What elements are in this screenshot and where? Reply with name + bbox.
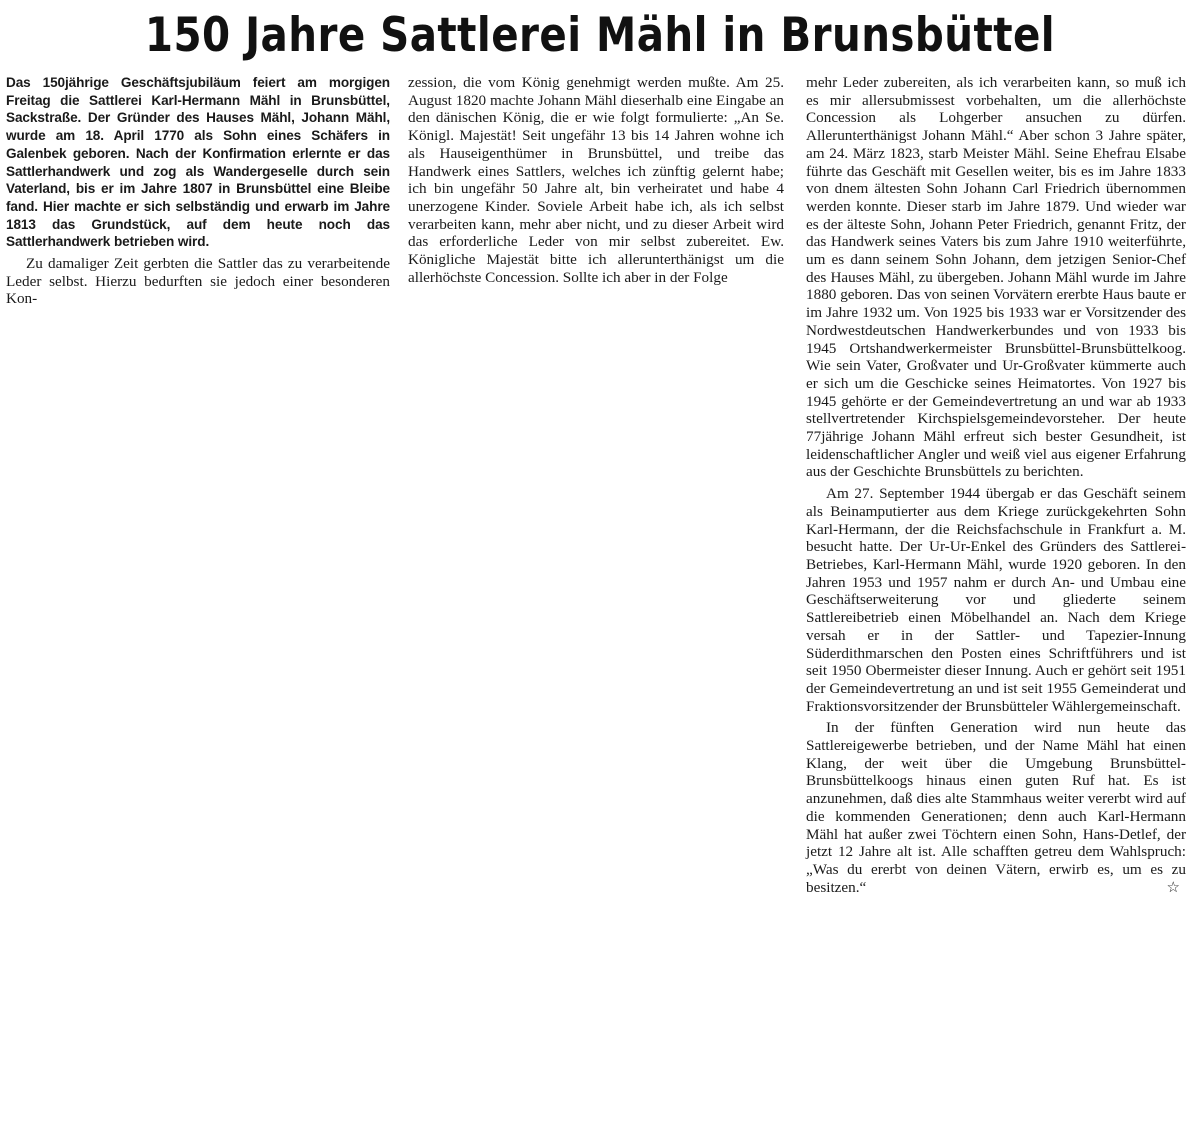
column-2 (408, 74, 784, 286)
paragraph-3-text: In der fünften Generation wird nun heute das Sattlereigewerbe betrieben, und der Name Mähl hat einen Klang, der weit über die Umgebung Brunsbüttel-Brunsbüttelkoogs hinaus einen guten Ruf hat. Es ist anzunehmen, daß dies alte Stammhaus weiter vererbt wird auf die kommenden Generationen; denn auch Karl-Hermann Mähl hat außer zwei Töchtern einen Sohn, Hans-Detlef, der jetzt 12 Jahre alt ist. Alle schafften getreu dem Wahlspruch: „Was du ererbt von deinen Vätern, erwirb es, um es zu besitzen.“ (806, 719, 1186, 896)
column-1 (6, 74, 390, 308)
paragraph-1-continued: zession, die vom König genehmigt werden mußte. Am 25. August 1820 machte Johann Mähl dieserhalb eine Eingabe an den dänischen König, die er wie folgt formulierte: „An Se. Königl. Majestät! Seit ungefähr 13 bis 14 Jahren wohne ich als Hauseigenthümer in Brunsbüttel, und treibe das Handwerk eines Sattlers, welches ich zünftig gelernt habe; ich bin ungefähr 50 Jahre alt, bin verheiratet und habe 4 unerzogene Kinder. Soviele Arbeit habe ich, als ich selbst verarbeiten kann, mehr aber nicht, und zu dieser Arbeit wird das erforderliche Leder von mir selbst zubereitet. Ew. Königliche Majestät bitte ich allerunterthänigst um die allerhöchste Concession. Sollte ich aber in der Folge (408, 74, 784, 286)
paragraph-1-end: mehr Leder zubereiten, als ich verarbeiten kann, so muß ich es mir allersubmissest vorbehalten, um die allerhöchste Concession als Lohgerber ansuchen zu dürfen. Allerunterthänigst Johann Mähl.“ Aber schon 3 Jahre später, am 24. März 1823, starb Meister Mähl. Seine Ehefrau Elsabe führte das Geschäft mit Gesellen weiter, bis es im Jahre 1833 von dnem ältesten Sohn Johann Carl Friedrich übernommen werden konnte. Dieser starb im Jahre 1879. Und wieder war es der älteste Sohn, Johann Peter Friedrich, genannt Fritz, der das Handwerk seines Vaters bis zum Jahre 1910 weiterführte, um es dann seinem Sohn Johann, dem jetzigen Senior-Chef des Hauses Mähl, zu übergeben. Johann Mähl wurde im Jahre 1880 geboren. Das von seinen Vorvätern ererbte Haus baute er im Jahre 1932 um. Von 1925 bis 1933 war er Vorsitzender des Nordwestdeutschen Handwerkerbundes und von 1933 bis 1945 Ortshandwerkermeister Brunsbüttel-Brunsbüttelkoog. Wie sein Vater, Großvater und Ur-Großvater kümmerte auch er sich um die Geschicke seines Heimatortes. Von 1927 bis 1945 gehörte er der Gemeindevertretung an und war ab 1933 stellvertretender Kirchspielsgemeindevorsteher. Der heute 77jährige Johann Mähl erfreut sich bester Gesundheit, ist leidenschaftlicher Angler und weiß viel aus eigener Erfahrung aus der Geschichte Brunsbüttels zu berichten. (806, 74, 1186, 481)
lead-paragraph: Das 150jährige Geschäftsjubiläum feiert am morgigen Freitag die Sattlerei Karl-Hermann Mähl in Brunsbüttel, Sackstraße. Der Gründer des Hauses Mähl, Johann Mähl, wurde am 18. April 1770 als Sohn eines Schäfers in Galenbek geboren. Nach der Konfirmation erlernte er das Sattlerhandwerk und zog als Wandergeselle durch sein Vaterland, bis er im Jahre 1807 in Brunsbüttel eine Bleibe fand. Hier machte er sich selbständig und erwarb im Jahre 1813 das Grundstück, auf dem heute noch das Sattlerhandwerk betrieben wird. (6, 75, 390, 250)
headline: 150 Jahre Sattlerei Mähl in Brunsbüttel (144, 8, 1056, 63)
paragraph-3 (806, 719, 1186, 896)
paragraph-2: Am 27. September 1944 übergab er das Geschäft seinem als Beinamputierter aus dem Kriege zurückgekehrten Sohn Karl-Hermann, der die Reichsfachschule in Frankfurt a. M. besucht hatte. Der Ur-Ur-Enkel des Gründers des Sattlerei-Betriebes, Karl-Hermann Mähl, wurde 1920 geboren. In den Jahren 1953 und 1957 nahm er durch An- und Umbau eine Geschäftserweiterung vor und gliederte seinem Sattlereibetrieb einen Möbelhandel an. Nach dem Kriege versah er in der Sattler- und Tapezier-Innung Süderdithmarschen den Posten eines Schriftführers und ist seit 1950 Obermeister dieser Innung. Auch er gehört seit 1951 der Gemeindevertretung an und ist seit 1955 Gemeinderat und Fraktionsvorsitzender der Brunsbütteler Wählergemeinschaft. (806, 485, 1186, 715)
end-mark-star-icon: ☆ (1166, 877, 1180, 896)
column-3 (806, 74, 1186, 896)
paragraph-1-start: Zu damaliger Zeit gerbten die Sattler das zu verarbeitende Leder selbst. Hierzu bedurften sie jedoch einer besonderen Kon- (6, 255, 390, 308)
